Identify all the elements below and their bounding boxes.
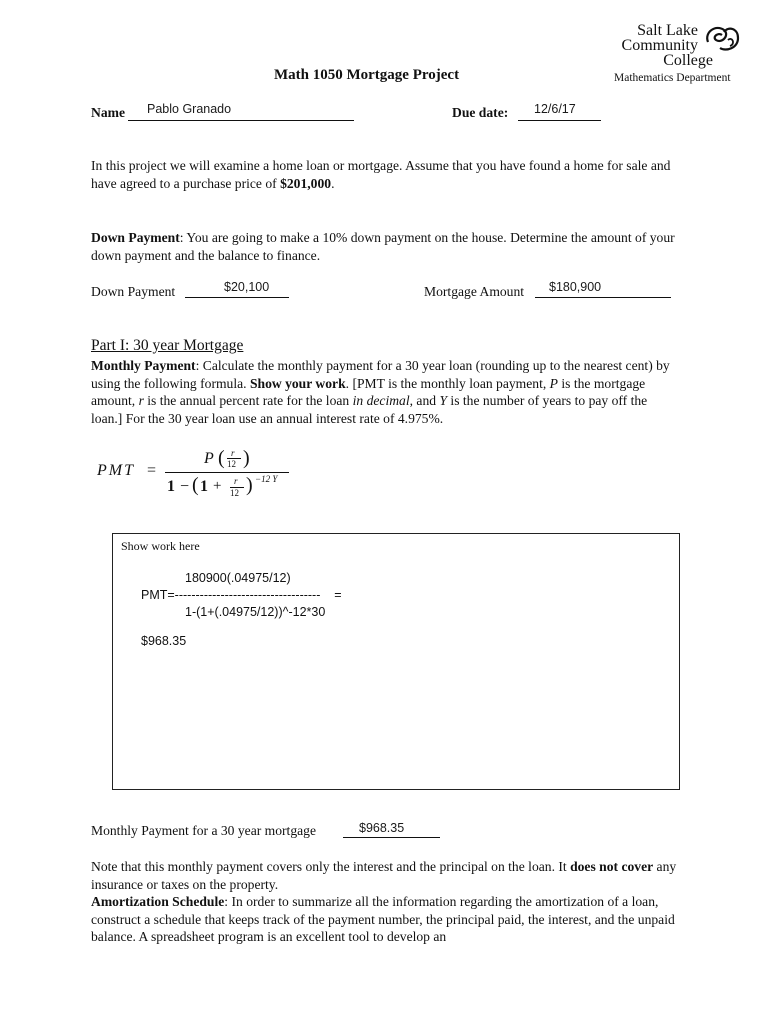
amortization-paragraph: Amortization Schedule: In order to summarize all the information regarding the amortization of a loan, construct a schedule that keeps track of the payment number, the principal paid, the interest, and the unpaid balance. A spreadsheet program is an excellent tool to develop an: [91, 894, 675, 944]
formula-num-r: r: [231, 448, 235, 458]
logo-line-3: College: [663, 52, 713, 69]
mortgage-amount-underline: [535, 297, 671, 298]
formula-equals: =: [147, 462, 157, 479]
name-underline: [128, 120, 354, 121]
monthly-payment-field[interactable]: $968.35: [359, 821, 405, 835]
formula-exponent: −12 Y: [255, 474, 278, 484]
formula-paren-open: (: [218, 447, 225, 469]
down-payment-paragraph: Down Payment: You are going to make a 10% down payment on the house. Determine the amount of your down payment and the balance to finance.: [91, 230, 675, 263]
formula-numerator-p: P: [204, 450, 214, 467]
due-date-field[interactable]: 12/6/17: [534, 102, 576, 116]
note-paragraph: Note that this monthly payment covers only the interest and the principal on the loan. It does not cover any insurance or taxes on the property.: [91, 859, 677, 892]
work-result: $968.35: [141, 634, 187, 648]
work-pmt-line: PMT=----------------------------------- =: [141, 588, 342, 602]
name-label: Name: [91, 105, 125, 120]
formula-den-plus: +: [213, 478, 222, 494]
due-date-label: Due date:: [452, 105, 509, 120]
mortgage-amount-label: Mortgage Amount: [424, 284, 525, 299]
name-field[interactable]: Pablo Granado: [147, 102, 232, 116]
formula-den-one-inner: 1: [200, 478, 208, 495]
down-payment-field[interactable]: $20,100: [224, 280, 270, 294]
due-date-underline: [518, 120, 601, 121]
formula-den-minus: −: [180, 478, 190, 495]
logo-line-1: Salt Lake: [637, 22, 698, 39]
formula-num-12: 12: [227, 459, 236, 469]
page-title: Math 1050 Mortgage Project: [274, 67, 460, 83]
monthly-payment-paragraph: Monthly Payment: Calculate the monthly payment for a 30 year loan (rounding up to the nearest cent) by using the following formula. Show your work. [PMT is the monthly loan payment, P is the mortgage amount, r is the annual percent rate for the loan in decimal, and Y is the number of years to pay off the loan.] For the 30 year loan use an annual interest rate of 4.975%.: [91, 358, 670, 426]
logo-line-2: Community: [621, 37, 698, 54]
formula-lhs: PMT: [97, 462, 135, 479]
pmt-formula: [95, 448, 305, 503]
work-box-label: Show work here: [121, 539, 200, 553]
formula-den-paren-open: (: [192, 474, 199, 496]
down-payment-label: Down Payment: [91, 284, 176, 299]
work-numerator: 180900(.04975/12): [185, 571, 291, 585]
formula-den-12: 12: [230, 488, 239, 498]
intro-paragraph: In this project we will examine a home loan or mortgage. Assume that you have found a home for sale and have agreed to a purchase price of $201,000.: [91, 158, 671, 191]
formula-paren-close: ): [243, 447, 250, 469]
mortgage-amount-field[interactable]: $180,900: [549, 280, 602, 294]
part1-heading: Part I: 30 year Mortgage: [91, 337, 244, 354]
formula-den-one: 1: [167, 478, 175, 495]
down-payment-underline: [185, 297, 289, 298]
work-box[interactable]: [112, 533, 680, 790]
work-denominator: 1-(1+(.04975/12))^-12*30: [185, 605, 326, 619]
college-logo: [600, 22, 745, 86]
logo-department: Mathematics Department: [614, 72, 731, 84]
monthly-payment-underline: [343, 837, 440, 838]
purchase-price: $201,000: [280, 175, 332, 191]
formula-den-paren-close: ): [246, 474, 253, 496]
formula-main-fraction-bar: [165, 472, 289, 473]
formula-den-r: r: [234, 476, 238, 486]
slcc-swirl-icon: [702, 22, 742, 56]
monthly-payment-label: Monthly Payment for a 30 year mortgage: [91, 823, 316, 838]
